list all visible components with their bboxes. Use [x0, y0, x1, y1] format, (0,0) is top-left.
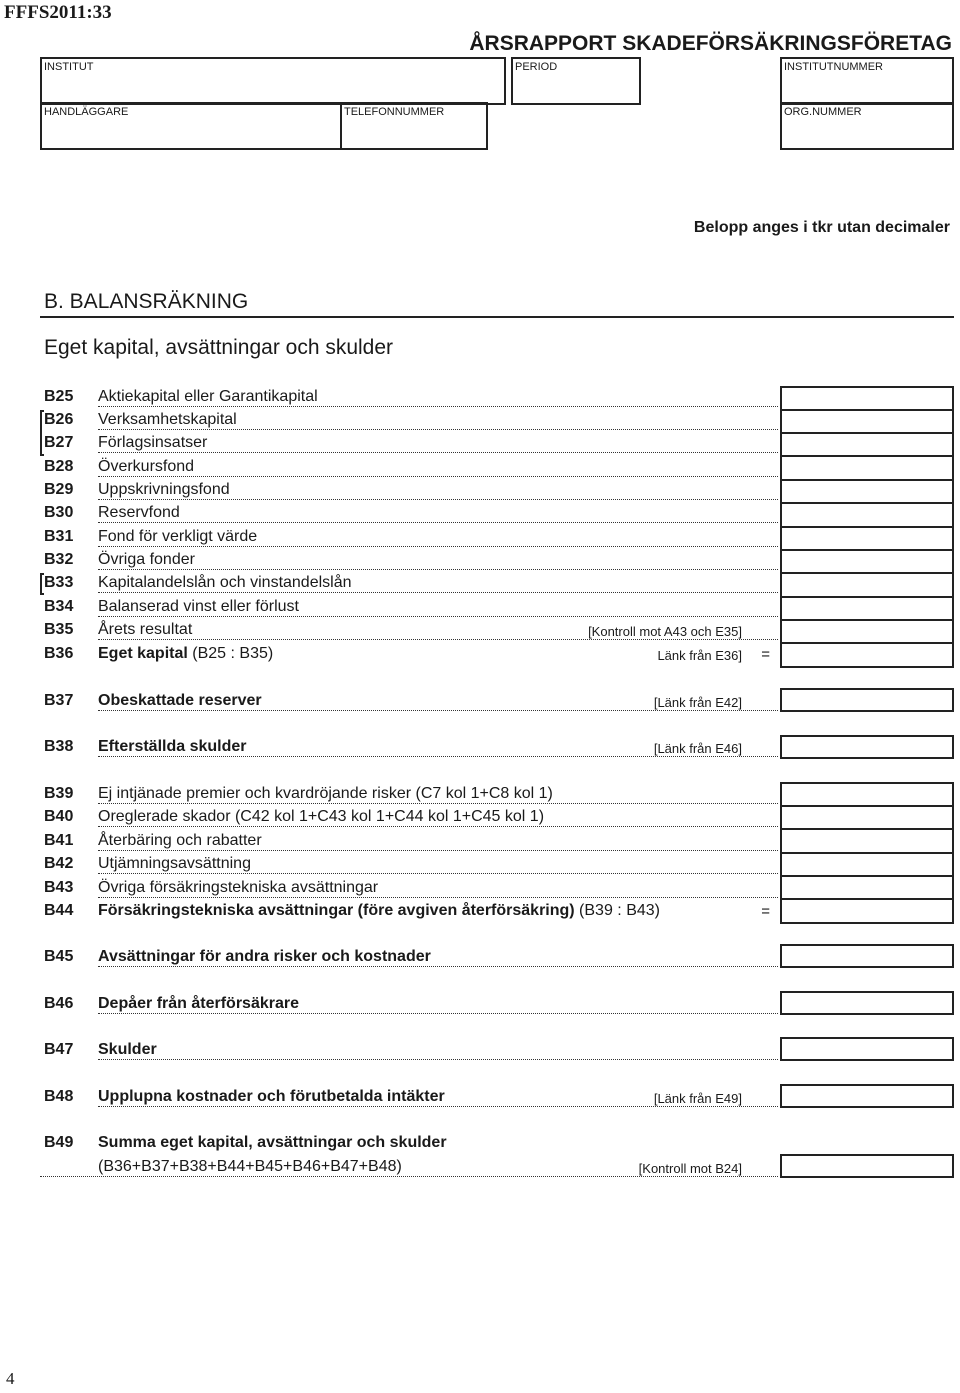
row-code: B29 [44, 481, 74, 498]
section-title: B. BALANSRÄKNING [44, 290, 249, 313]
row-code: B43 [44, 879, 74, 896]
form-code: FFFS2011:33 [4, 2, 112, 23]
row-code: B37 [44, 692, 74, 709]
entry-cell-b47[interactable] [780, 1037, 954, 1061]
row-label: Fond för verkligt värde [98, 528, 258, 545]
row-b46 [40, 992, 778, 1014]
row-label-formula: (B25 : B35) [187, 645, 274, 662]
row-code: B27 [44, 434, 74, 451]
entry-cell-b49[interactable] [780, 1154, 954, 1178]
row-b36 [40, 642, 778, 664]
row-label: Depåer från återförsäkrare [98, 995, 299, 1012]
page-number: 4 [6, 1369, 15, 1388]
row-b38 [40, 735, 778, 757]
row-code: B34 [44, 598, 74, 615]
row-label-formula: (B36+B37+B38+B44+B45+B46+B47+B48) [98, 1158, 402, 1175]
orgnummer-label: ORG.NUMMER [784, 106, 862, 118]
row-code: B41 [44, 832, 74, 849]
row-b34 [40, 595, 778, 617]
entry-cell-b45[interactable] [780, 944, 954, 968]
row-b26 [40, 408, 778, 430]
row-code: B38 [44, 738, 74, 755]
row-label-bold: Eget kapital [98, 645, 188, 662]
row-label: Uppskrivningsfond [98, 481, 230, 498]
row-label: Kapitalandelslån och vinstandelslån [98, 574, 352, 591]
row-label: Obeskattade reserver [98, 692, 262, 709]
row-label: Balanserad vinst eller förlust [98, 598, 299, 615]
row-label: Årets resultat [98, 621, 193, 638]
row-label: Verksamhetskapital [98, 411, 237, 428]
row-label: Oreglerade skador (C42 kol 1+C43 kol 1+C44 kol 1+C45 kol 1) [98, 808, 545, 825]
row-code: B25 [44, 388, 74, 405]
row-code: B36 [44, 645, 74, 662]
row-label [98, 902, 660, 920]
institutnummer-label: INSTITUTNUMMER [784, 61, 883, 73]
row-code: B45 [44, 948, 74, 965]
row-code: B42 [44, 855, 74, 872]
row-code: B28 [44, 458, 74, 475]
link-note: [Länk från E49] [653, 1091, 742, 1106]
entry-group-b25-b36 [780, 386, 954, 668]
row-label-bold: Försäkringstekniska avsättningar (före avgiven återförsäkring) [98, 902, 575, 919]
row-b28 [40, 455, 778, 477]
row-label: Övriga försäkringstekniska avsättningar [98, 879, 379, 896]
row-b39 [40, 782, 778, 804]
section-divider [40, 316, 954, 318]
row-b31 [40, 525, 778, 547]
row-b35 [40, 618, 778, 640]
orgnummer-field[interactable] [780, 102, 954, 150]
control-note: [Kontroll mot B24] [638, 1161, 742, 1176]
row-b44 [40, 899, 778, 921]
control-note: [Kontroll mot A43 och E35] [588, 624, 742, 639]
row-b48 [40, 1085, 778, 1107]
entry-cell-b38[interactable] [780, 735, 954, 759]
row-b49 [40, 1131, 778, 1153]
row-b43 [40, 876, 778, 898]
institut-field[interactable] [40, 57, 506, 105]
link-note: Länk från E36] [657, 648, 742, 663]
row-label: Övriga fonder [98, 551, 195, 568]
telefonnummer-label: TELEFONNUMMER [344, 106, 445, 118]
row-b47 [40, 1038, 778, 1060]
row-code: B46 [44, 995, 74, 1012]
row-code: B35 [44, 621, 74, 638]
entry-group-b39-b44 [780, 782, 954, 924]
period-label: PERIOD [515, 61, 558, 73]
row-b27 [40, 431, 778, 453]
row-b33 [40, 571, 778, 593]
equals-sign: = [761, 903, 770, 920]
row-code: B44 [44, 902, 74, 919]
equals-sign: = [761, 646, 770, 663]
row-code: B33 [44, 574, 74, 591]
row-code: B48 [44, 1088, 74, 1105]
institut-label: INSTITUT [44, 61, 94, 73]
row-label: Aktiekapital eller Garantikapital [98, 388, 318, 405]
row-b25 [40, 385, 778, 407]
entry-cell-b37[interactable] [780, 688, 954, 712]
row-code: B40 [44, 808, 74, 825]
row-label: Återbäring och rabatter [98, 832, 262, 849]
row-code: B30 [44, 504, 74, 521]
row-label: Efterställda skulder [98, 738, 247, 755]
telefonnummer-field[interactable] [340, 102, 488, 150]
link-note: [Länk från E42] [653, 695, 742, 710]
row-label: Skulder [98, 1041, 157, 1058]
row-label [98, 645, 273, 663]
handlaggare-label: HANDLÄGGARE [44, 106, 129, 118]
handlaggare-field[interactable] [40, 102, 342, 150]
row-code: B49 [44, 1134, 74, 1151]
row-label: Ej intjänade premier och kvardröjande risker (C7 kol 1+C8 kol 1) [98, 785, 553, 802]
row-b29 [40, 478, 778, 500]
entry-cell-b48[interactable] [780, 1084, 954, 1108]
report-title: ÅRSRAPPORT SKADEFÖRSÄKRINGSFÖRETAG [469, 32, 952, 55]
row-b37 [40, 689, 778, 711]
row-code: B26 [44, 411, 74, 428]
row-b41 [40, 829, 778, 851]
row-label: Överkursfond [98, 458, 195, 475]
row-b32 [40, 548, 778, 570]
row-b30 [40, 501, 778, 523]
institutnummer-field[interactable] [780, 57, 954, 105]
section-subtitle: Eget kapital, avsättningar och skulder [44, 336, 394, 359]
row-b49-formula [40, 1155, 778, 1177]
row-label: Upplupna kostnader och förutbetalda intäkter [98, 1088, 445, 1105]
row-label: Förlagsinsatser [98, 434, 208, 451]
row-code: B32 [44, 551, 74, 568]
period-field[interactable] [511, 57, 641, 105]
row-b40 [40, 805, 778, 827]
row-label: Summa eget kapital, avsättningar och skulder [98, 1134, 447, 1151]
row-code: B31 [44, 528, 74, 545]
row-label: Reservfond [98, 504, 180, 521]
row-code: B39 [44, 785, 74, 802]
row-label: Avsättningar för andra risker och kostnader [98, 948, 431, 965]
row-b45 [40, 945, 778, 967]
row-code: B47 [44, 1041, 74, 1058]
link-note: [Länk från E46] [653, 741, 742, 756]
amount-note: Belopp anges i tkr utan decimaler [693, 219, 950, 236]
entry-cell-b46[interactable] [780, 991, 954, 1015]
row-b42 [40, 852, 778, 874]
row-label-formula: (B39 : B43) [574, 902, 660, 919]
row-label: Utjämningsavsättning [98, 855, 251, 872]
